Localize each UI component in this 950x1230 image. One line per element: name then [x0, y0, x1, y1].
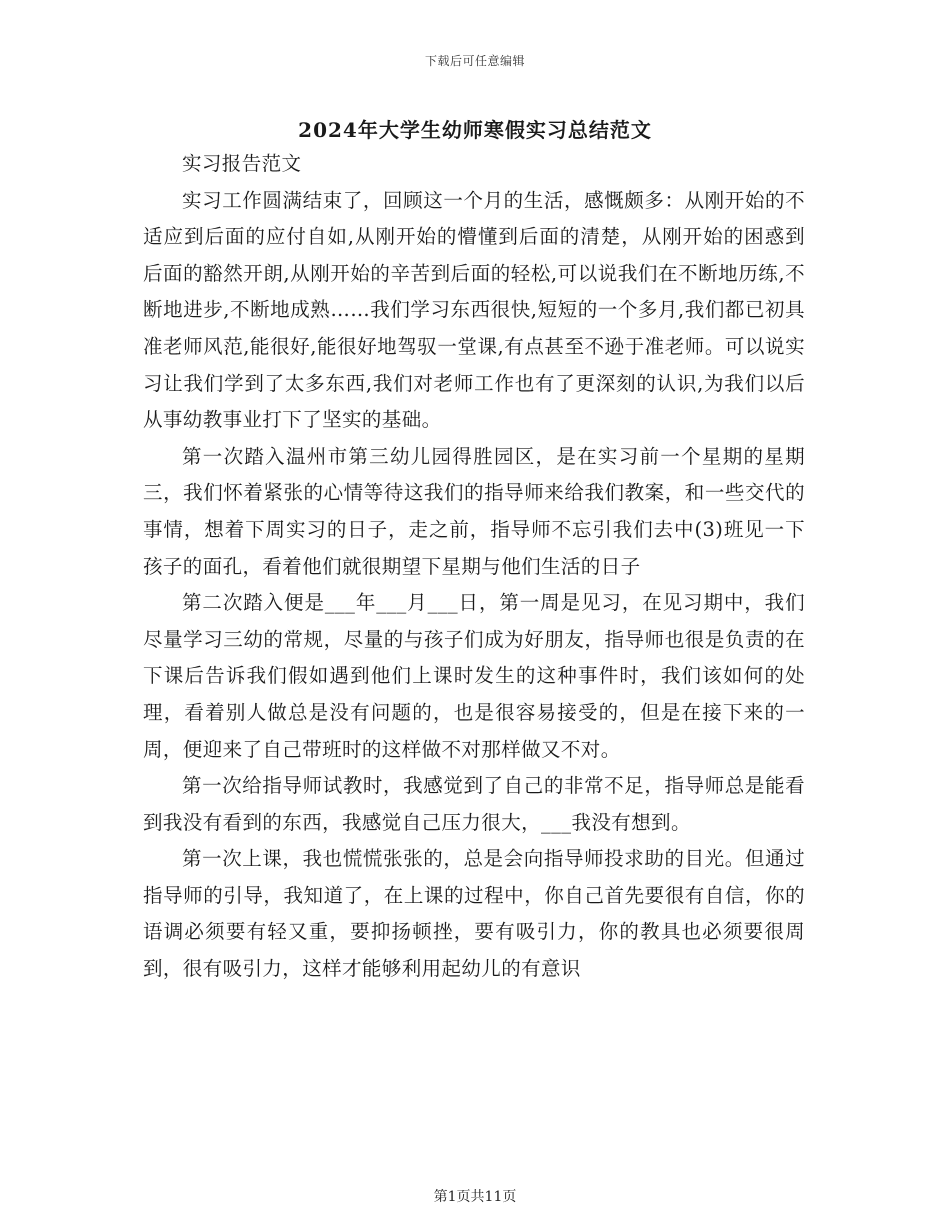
- document-title: 2024年大学生幼师寒假实习总结范文: [298, 118, 652, 142]
- page-number: 第1页共11页: [433, 1189, 517, 1205]
- document-body: [143, 146, 805, 988]
- paragraph: 第二次踏入便是___年___月___日，第一周是见习，在见习期中，我们尽量学习三幼的常规，尽量的与孩子们成为好朋友，指导师也很是负责的在下课后告诉我们假如遇到他们上课时发生的这种事件时，我们该如何的处理，看着别人做总是没有问题的，也是很容易接受的，但是在接下来的一周，便迎来了自己带班时的这样做不对那样做又不对。: [143, 591, 805, 761]
- page-header: 下载后可任意编辑: [424, 54, 525, 68]
- paragraph: 第一次上课，我也慌慌张张的，总是会向指导师投求助的目光。但通过指导师的引导，我知道了，在上课的过程中，你自己首先要很有自信，你的语调必须要有轻又重，要抑扬顿挫，要有吸引力，你的教具也必须要很周到，很有吸引力，这样才能够利用起幼儿的有意识: [143, 847, 805, 981]
- paragraph: 第一次踏入温州市第三幼儿园得胜园区，是在实习前一个星期的星期三，我们怀着紧张的心情等待这我们的指导师来给我们教案，和一些交代的事情，想着下周实习的日子，走之前，指导师不忘引我们去中(3)班见一下孩子的面孔，看着他们就很期望下星期与他们生活的日子: [143, 444, 805, 578]
- paragraph: 第一次给指导师试教时，我感觉到了自己的非常不足，指导师总是能看到我没有看到的东西，我感觉自己压力很大，___我没有想到。: [143, 774, 805, 834]
- paragraph: 实习工作圆满结束了，回顾这一个月的生活，感慨颇多：从刚开始的不适应到后面的应付自如,从刚开始的懵懂到后面的清楚，从刚开始的困惑到后面的豁然开朗,从刚开始的辛苦到后面的轻松,可以说我们在不断地历练,不断地进步,不断地成熟……我们学习东西很快,短短的一个多月,我们都已初具准老师风范,能很好,能很好地驾驭一堂课,有点甚至不逊于准老师。可以说实习让我们学到了太多东西,我们对老师工作也有了更深刻的认识,为我们以后从事幼教事业打下了坚实的基础。: [143, 188, 805, 432]
- paragraph-subtitle: 实习报告范文: [182, 152, 302, 175]
